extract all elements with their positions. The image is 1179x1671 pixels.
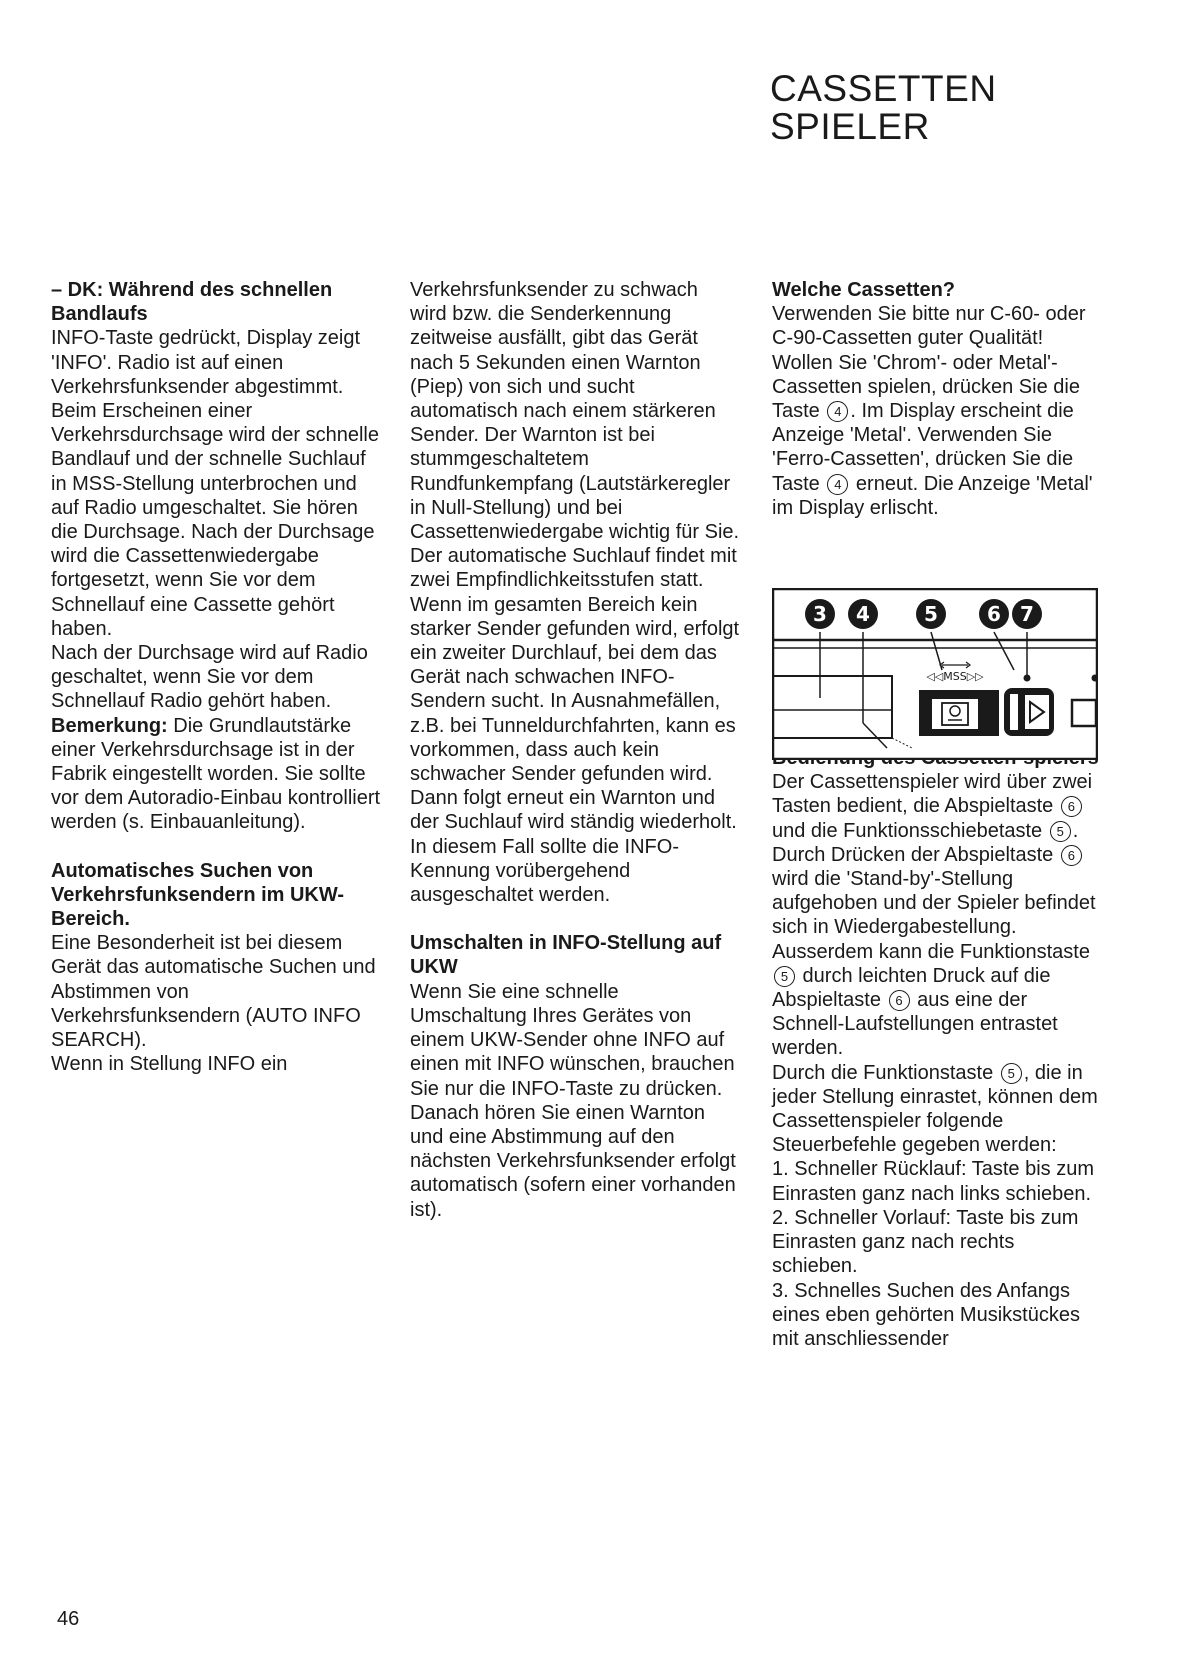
callout-3	[805, 599, 835, 629]
key-6-marker: 6	[1061, 796, 1082, 817]
heading-dk: – DK: Während des schnellen Bandlaufs	[51, 279, 333, 326]
paragraph: Wenn Sie eine schnelle Umschaltung Ihres Gerätes von einem UKW-Sender ohne INFO auf einen mit INFO wünschen, brauchen Sie nur die INFO-Taste zu drücken. Danach hören Sie einen Warnton und eine Abstimmung auf den nächsten Verkehrsfunksender erfolgt automatisch (sofern einer vorhanden ist).	[410, 980, 736, 1221]
key-5-marker: 5	[1050, 821, 1071, 842]
list-item: 3. Schnelles Suchen des Anfangs eines eben gehörten Musikstückes mit anschliessender	[772, 1279, 1080, 1350]
key-6-marker: 6	[1061, 845, 1082, 866]
page-number: 46	[57, 1608, 80, 1630]
paragraph: Durch Drücken der Abspieltaste 6 wird die 'Stand-by'-Stellung aufgehoben und der Spieler befindet sich in Wiedergabestellung.	[772, 843, 1096, 939]
heading-auto-search: Automatisches Suchen von Verkehrsfunksendern im UKW-Bereich.	[51, 859, 345, 931]
svg-text:6: 6	[987, 602, 1001, 626]
column-3	[772, 278, 1102, 1351]
paragraph: INFO-Taste gedrückt, Display zeigt 'INFO'. Radio ist auf einen Verkehrsfunksender abgestimmt. Beim Erscheinen einer Verkehrsdurchsage wird der schnelle Bandlauf und der schnelle Suchlauf in MSS-Stellung unterbrochen und auf Radio umgeschaltet. Sie hören die Durchsage. Nach der Durchsage wird die Cassettenwiedergabe fortgesetzt, wenn Sie vor dem Schnellauf eine Cassette gehört haben.	[51, 327, 379, 640]
section-title-line-2: SPIELER	[770, 106, 930, 147]
callout-7	[1012, 599, 1042, 629]
paragraph: Der automatische Suchlauf findet mit zwei Empfindlichkeitsstufen statt. Wenn im gesamten Bereich kein starker Sender gefunden wird, erfolgt ein zweiter Durchlauf, bei dem das Gerät nach schwachen INFO-Sendern sucht. In Ausnahmefällen, z.B. bei Tunneldurchfahrten, kann es vorkommen, dass auch kein schwacher Sender gefunden wird. Dann folgt erneut ein Warnton und der Suchlauf wird ständig wiederholt. In diesem Fall sollte die INFO-Kennung vorübergehend ausgeschaltet werden.	[410, 545, 740, 907]
callout-5	[916, 599, 946, 629]
paragraph: Verkehrsfunksender zu schwach wird bzw. die Senderkennung zeitweise ausfällt, gibt das Gerät nach 5 Sekunden einen Warnton (Piep) von sich und sucht automatisch nach einem stärkeren Sender. Der Warnton ist bei stummgeschaltetem Rundfunkempfang (Lautstärkeregler in Null-Stellung) und bei Cassettenwiedergabe wichtig für Sie.	[410, 279, 740, 544]
cassette-panel-figure	[772, 588, 1098, 760]
paragraph: Durch die Funktionstaste 5 , die in jeder Stellung einrastet, können dem Cassettenspieler folgende Steuerbefehle gegeben werden:	[772, 1061, 1098, 1157]
paragraph: Ausserdem kann die Funktionstaste 5 durch leichten Druck auf die Abspieltaste 6 aus eine der Schnell-Laufstellungen entrastet werden.	[772, 940, 1090, 1060]
paragraph: Eine Besonderheit ist bei diesem Gerät das automatische Suchen und Abstimmen von Verkehrsfunksendern (AUTO INFO SEARCH).	[51, 932, 376, 1052]
key-5-marker: 5	[1001, 1063, 1022, 1084]
paragraph: Der Cassettenspieler wird über zwei Tasten bedient, die Abspieltaste 6 und die Funktionsschiebetaste 5 .	[772, 771, 1093, 842]
heading-info-ukw: Umschalten in INFO-Stellung auf UKW	[410, 932, 722, 979]
callout-4	[848, 599, 878, 629]
note-label: Bemerkung:	[51, 714, 168, 737]
key-5-marker: 5	[774, 966, 795, 987]
svg-text:4: 4	[856, 602, 870, 626]
key-4-marker: 4	[827, 401, 848, 422]
svg-text:3: 3	[813, 602, 827, 626]
callout-6	[979, 599, 1009, 629]
key-6-marker: 6	[889, 990, 910, 1011]
note-paragraph: Bemerkung: Die Grundlautstärke einer Verkehrsdurchsage ist in der Fabrik eingestellt worden. Sie sollte vor dem Autoradio-Einbau kontrolliert werden (s. Einbauanleitung).	[51, 714, 381, 834]
mss-label: ◁◁MSS▷▷	[926, 670, 984, 683]
paragraph: Wenn in Stellung INFO ein	[51, 1053, 288, 1076]
key-4-marker: 4	[827, 474, 848, 495]
section-title	[770, 70, 997, 146]
list-item: 2. Schneller Vorlauf: Taste bis zum Einrasten ganz nach rechts schieben.	[772, 1206, 1079, 1278]
heading-which-cassettes: Welche Cassetten?	[772, 279, 956, 301]
svg-text:7: 7	[1020, 602, 1034, 626]
paragraph: Verwenden Sie bitte nur C-60- oder C-90-Cassetten guter Qualität! Wollen Sie 'Chrom'- oder Metal'-Cassetten spielen, drücken Sie die Taste 4 . Im Display erscheint die Anzeige 'Metal'. Verwenden Sie 'Ferro-Cassetten', drücken Sie die Taste 4 erneut. Die Anzeige 'Metal' im Display erlischt.	[772, 303, 1093, 519]
column-1	[51, 278, 381, 1077]
section-title-line-1: CASSETTEN	[770, 68, 997, 109]
column-2	[410, 278, 740, 1222]
paragraph: Nach der Durchsage wird auf Radio geschaltet, wenn Sie vor dem Schnellauf Radio gehört haben.	[51, 642, 368, 713]
svg-text:5: 5	[924, 602, 938, 626]
list-item: 1. Schneller Rücklauf: Taste bis zum Einrasten ganz nach links schieben.	[772, 1158, 1095, 1205]
